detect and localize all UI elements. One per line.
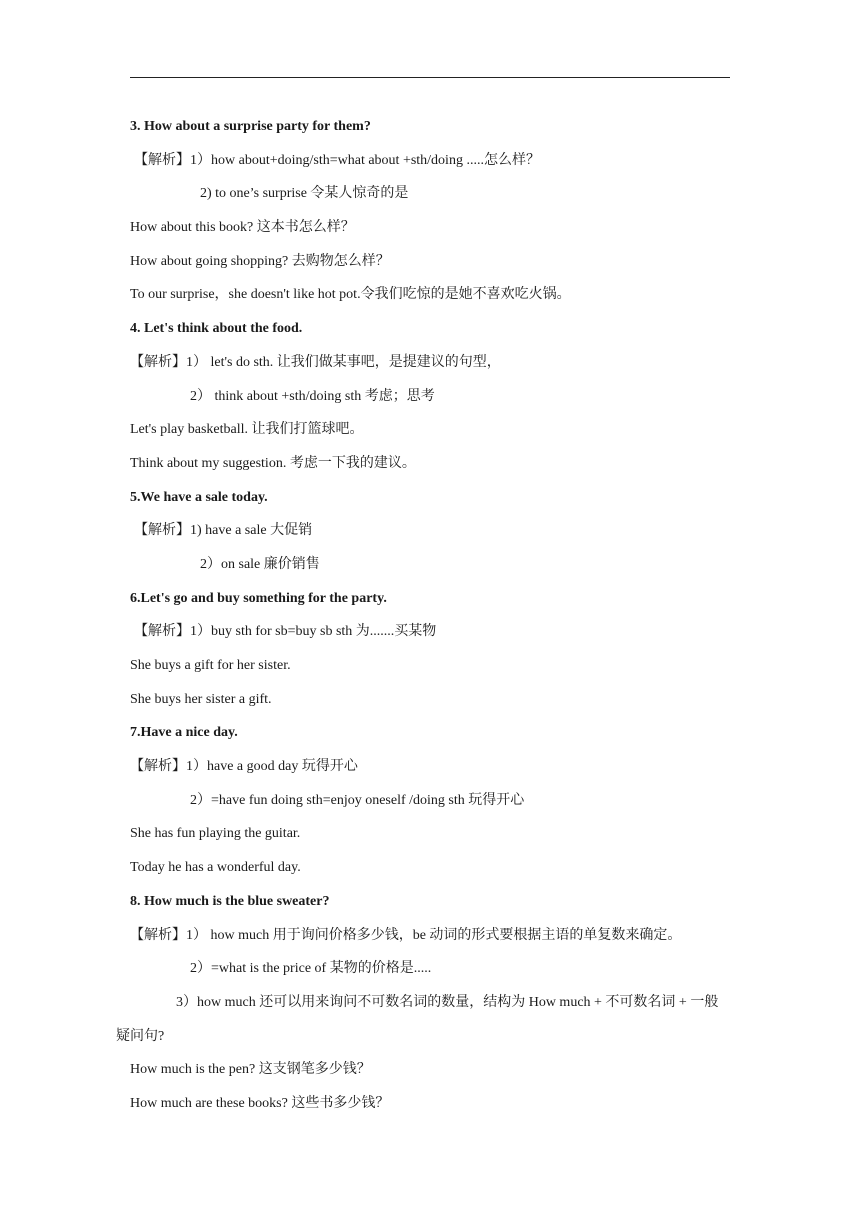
analysis-note: 【解析】1) have a sale 大促销 <box>134 523 313 539</box>
section-heading-7: 7.Have a nice day. <box>130 725 238 741</box>
example-sentence: To our surprise，she doesn't like hot pot.令我们吃惊的是她不喜欢吃火锅。 <box>130 287 571 303</box>
example-sentence: Today he has a wonderful day. <box>130 860 301 876</box>
analysis-subpoint-wrapped: 3）how much 还可以用来询问不可数名词的数量，结构为 How much + 不可数名词 + 一般疑问句? <box>116 994 719 1044</box>
analysis-subpoint: 2）=what is the price of 某物的价格是..... <box>190 961 432 977</box>
example-sentence: How much are these books? 这些书多少钱？ <box>130 1095 390 1111</box>
analysis-note: 【解析】1） how much 用于询问价格多少钱，be 动词的形式要根据主语的单复数来确定。 <box>130 927 682 943</box>
document-body <box>116 110 732 1121</box>
section-heading-6: 6.Let's go and buy something for the party. <box>130 590 387 606</box>
example-sentence: How much is the pen? 这支钢笔多少钱？ <box>130 1062 371 1078</box>
analysis-note: 【解析】1）have a good day 玩得开心 <box>130 759 358 775</box>
example-sentence: Let's play basketball. 让我们打篮球吧。 <box>130 422 364 438</box>
analysis-subpoint: 2) to one’s surprise 令某人惊奇的是 <box>200 186 409 202</box>
analysis-note: 【解析】1）how about+doing/sth=what about +sth/doing .....怎么样？ <box>134 152 540 168</box>
header-rule <box>130 77 730 78</box>
example-sentence: How about this book? 这本书怎么样？ <box>130 220 355 236</box>
example-sentence: How about going shopping? 去购物怎么样？ <box>130 253 390 269</box>
analysis-note: 【解析】1）buy sth for sb=buy sb sth 为.......买某物 <box>134 624 437 640</box>
section-heading-8: 8. How much is the blue sweater? <box>130 893 330 909</box>
analysis-note: 【解析】1） let's do sth. 让我们做某事吧，是提建议的句型， <box>130 354 501 370</box>
example-sentence: She buys her sister a gift. <box>130 691 272 707</box>
section-heading-4: 4. Let's think about the food. <box>130 321 303 337</box>
analysis-subpoint: 2）on sale 廉价销售 <box>200 556 320 572</box>
example-sentence: She buys a gift for her sister. <box>130 658 291 673</box>
example-sentence: Think about my suggestion. 考虑一下我的建议。 <box>130 455 416 471</box>
example-sentence: She has fun playing the guitar. <box>130 826 301 842</box>
section-heading-3: 3. How about a surprise party for them? <box>130 119 371 134</box>
analysis-subpoint: 2） think about +sth/doing sth 考虑；思考 <box>190 388 435 404</box>
section-heading-5: 5.We have a sale today. <box>130 489 268 505</box>
analysis-subpoint: 2）=have fun doing sth=enjoy oneself /doing sth 玩得开心 <box>190 792 525 808</box>
